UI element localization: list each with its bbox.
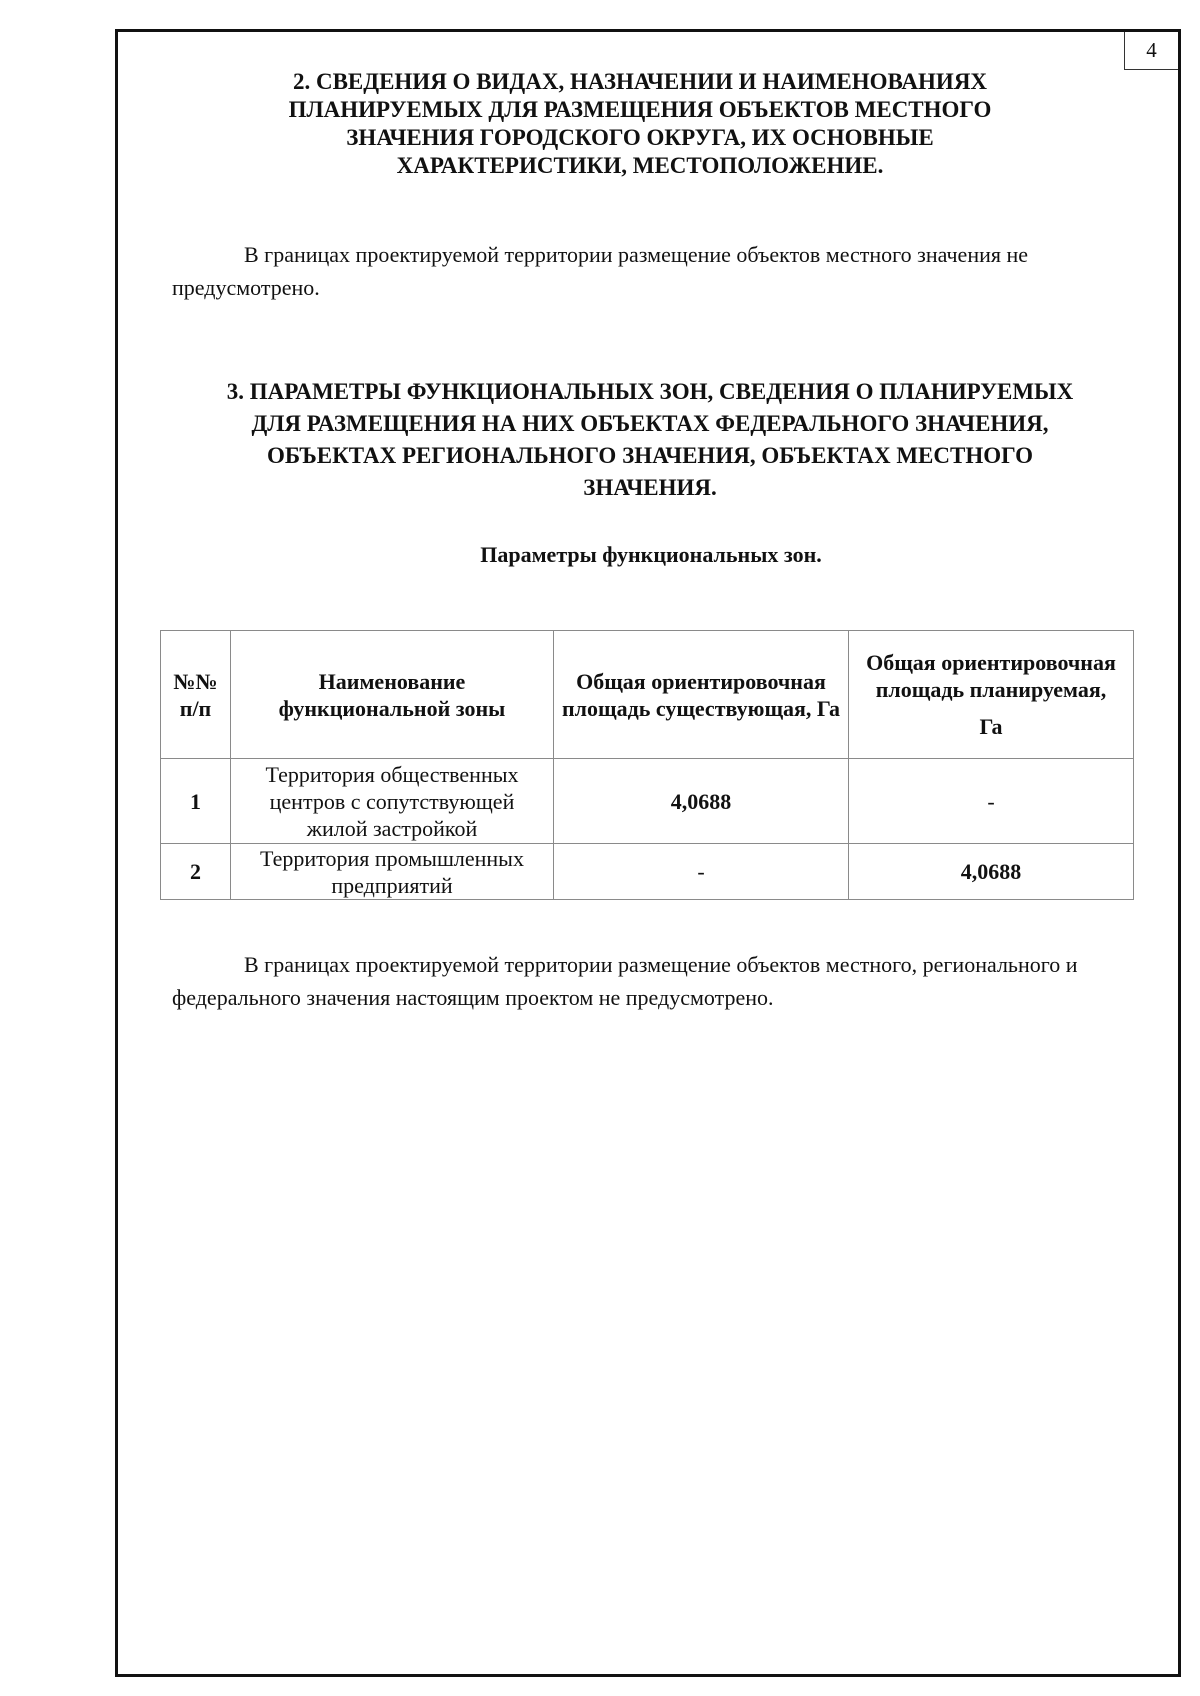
heading-line: ЗНАЧЕНИЯ ГОРОДСКОГО ОКРУГА, ИХ ОСНОВНЫЕ <box>346 125 934 150</box>
section-2-heading <box>230 68 1050 180</box>
row-existing-area: - <box>554 844 849 900</box>
header-planned-text: Общая ориентировочная площадь планируемая, <box>866 650 1116 702</box>
table-row <box>161 844 1134 900</box>
header-name <box>231 631 554 759</box>
heading-line: 3. ПАРАМЕТРЫ ФУНКЦИОНАЛЬНЫХ ЗОН, СВЕДЕНИЯ О ПЛАНИРУЕМЫХ <box>226 379 1074 404</box>
table-header-row <box>161 631 1134 759</box>
heading-line: ЗНАЧЕНИЯ. <box>583 475 717 500</box>
heading-line: ДЛЯ РАЗМЕЩЕНИЯ НА НИХ ОБЪЕКТАХ ФЕДЕРАЛЬНОГО ЗНАЧЕНИЯ, <box>251 411 1049 436</box>
heading-line: ПЛАНИРУЕМЫХ ДЛЯ РАЗМЕЩЕНИЯ ОБЪЕКТОВ МЕСТНОГО <box>288 97 992 122</box>
heading-line: ХАРАКТЕРИСТИКИ, МЕСТОПОЛОЖЕНИЕ. <box>396 153 884 178</box>
header-name-text: Наименование функциональной зоны <box>278 668 506 721</box>
row-zone-name: Территория промышленных предприятий <box>231 844 554 900</box>
heading-line: 2. СВЕДЕНИЯ О ВИДАХ, НАЗНАЧЕНИИ И НАИМЕНОВАНИЯХ <box>292 69 988 94</box>
header-existing-text: Общая ориентировочная площадь существующая, Га <box>562 668 840 721</box>
heading-line: ОБЪЕКТАХ РЕГИОНАЛЬНОГО ЗНАЧЕНИЯ, ОБЪЕКТАХ МЕСТНОГО <box>266 443 1034 468</box>
header-planned-unit: Га <box>979 714 1003 739</box>
row-planned-area: 4,0688 <box>849 844 1134 900</box>
row-planned-area: - <box>849 759 1134 844</box>
row-zone-name: Территория общественных центров с сопутствующей жилой застройкой <box>231 759 554 844</box>
row-existing-area: 4,0688 <box>554 759 849 844</box>
header-num-text: №№ п/п <box>173 668 218 721</box>
table-caption: Параметры функциональных зон. <box>480 542 822 567</box>
row-num: 1 <box>161 759 231 844</box>
section-2-paragraph: В границах проектируемой территории размещение объектов местного значения не предусмотрено. <box>172 242 1029 300</box>
table-row <box>161 759 1134 844</box>
section-3-heading <box>170 376 1130 504</box>
header-existing <box>554 631 849 759</box>
section-3-paragraph: В границах проектируемой территории размещение объектов местного, регионального и федерального значения настоящим проектом не предусмотрено. <box>172 952 1078 1010</box>
header-planned <box>849 631 1134 759</box>
page-number: 4 <box>1124 32 1178 70</box>
header-num <box>161 631 231 759</box>
functional-zones-table <box>160 630 1134 900</box>
row-num: 2 <box>161 844 231 900</box>
